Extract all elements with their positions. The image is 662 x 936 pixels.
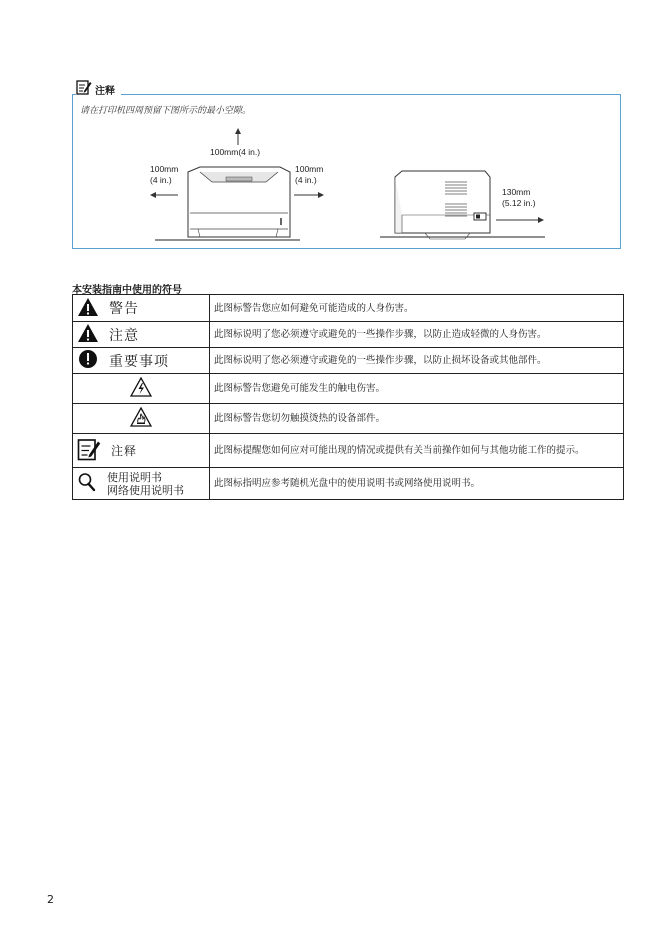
caution-label: 注意 bbox=[109, 327, 139, 344]
printer-front-illustration bbox=[155, 167, 300, 240]
page-number: 2 bbox=[47, 893, 54, 906]
symbol-row-hot bbox=[73, 404, 624, 434]
symbol-row-note bbox=[73, 434, 624, 468]
warning-icon bbox=[77, 297, 99, 320]
guide-label-network-guide: 网络使用说明书 bbox=[107, 483, 184, 497]
clearance-diagram bbox=[140, 125, 560, 245]
guide-label-user-guide: 使用说明书 bbox=[107, 470, 162, 484]
left-clearance-label-mm: 100mm bbox=[150, 164, 179, 174]
important-icon bbox=[77, 349, 99, 372]
note-title: 注释 bbox=[95, 85, 115, 97]
top-clearance-label: 100mm(4 in.) bbox=[210, 147, 261, 157]
symbol-row-electric bbox=[73, 374, 624, 404]
section-title: 本安装指南中使用的符号 bbox=[72, 285, 182, 296]
note-icon bbox=[77, 437, 101, 464]
warning-label: 警告 bbox=[109, 301, 139, 317]
back-clearance-label-in: (5.12 in.) bbox=[502, 198, 536, 208]
symbol-row-warning bbox=[73, 295, 624, 322]
caution-icon bbox=[77, 323, 99, 346]
hot-surface-icon bbox=[130, 407, 152, 430]
guide-description: 此图标指明应参考随机光盘中的使用说明书或网络使用说明书。 bbox=[210, 468, 624, 500]
left-clearance-label-in: (4 in.) bbox=[150, 175, 172, 185]
right-clearance-label-mm: 100mm bbox=[295, 164, 324, 174]
note-label: 注释 bbox=[111, 444, 138, 458]
important-description: 此图标说明了您必须遵守或避免的一些操作步骤，以防止损坏设备或其他部件。 bbox=[210, 348, 624, 374]
important-label: 重要事项 bbox=[109, 353, 169, 370]
magnifier-icon bbox=[77, 472, 97, 495]
symbol-row-important bbox=[73, 348, 624, 374]
note-pencil-icon bbox=[76, 79, 92, 99]
note-text: 请在打印机四周预留下图所示的最小空隙。 bbox=[80, 106, 252, 116]
back-clearance-label-mm: 130mm bbox=[502, 187, 531, 197]
symbol-row-guide bbox=[73, 468, 624, 500]
electric-shock-icon bbox=[130, 377, 152, 400]
note-description: 此图标提醒您如何应对可能出现的情况或提供有关当前操作如何与其他功能工作的提示。 bbox=[210, 434, 624, 468]
electric-description: 此图标警告您避免可能发生的触电伤害。 bbox=[210, 374, 624, 404]
note-header bbox=[76, 79, 121, 99]
right-clearance-label-in: (4 in.) bbox=[295, 175, 317, 185]
hot-description: 此图标警告您切勿触摸烫热的设备部件。 bbox=[210, 404, 624, 434]
caution-description: 此图标说明了您必须遵守或避免的一些操作步骤，以防止造成轻微的人身伤害。 bbox=[210, 322, 624, 348]
symbol-row-caution bbox=[73, 322, 624, 348]
warning-description: 此图标警告您应如何避免可能造成的人身伤害。 bbox=[210, 295, 624, 322]
symbols-table bbox=[72, 294, 624, 500]
